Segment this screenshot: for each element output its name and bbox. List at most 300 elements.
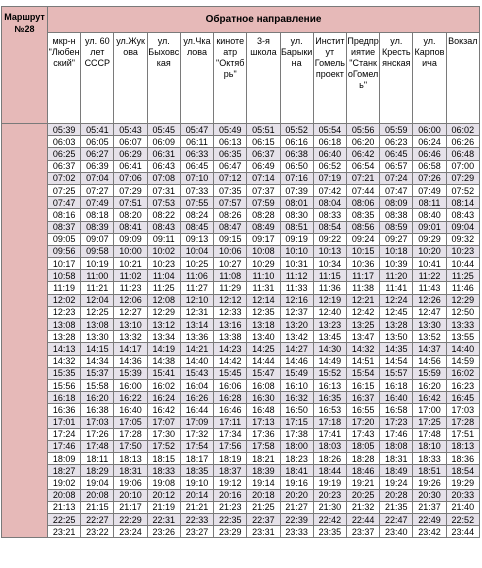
time-cell: 17:26 [81, 428, 114, 440]
time-cell: 11:41 [380, 282, 413, 294]
time-cell: 22:25 [48, 514, 81, 526]
time-cell: 18:46 [346, 465, 379, 477]
time-cell: 18:00 [280, 440, 313, 452]
time-cell: 22:47 [380, 514, 413, 526]
time-cell: 14:32 [346, 343, 379, 355]
time-cell: 07:04 [81, 172, 114, 184]
time-cell: 08:51 [280, 221, 313, 233]
time-cell: 16:28 [214, 392, 247, 404]
time-cell: 06:16 [280, 136, 313, 148]
time-cell: 06:24 [413, 136, 446, 148]
time-cell: 06:42 [346, 148, 379, 160]
time-cell: 08:43 [147, 221, 180, 233]
time-cell: 06:29 [114, 148, 147, 160]
time-cell: 17:01 [48, 416, 81, 428]
time-cell: 06:09 [147, 136, 180, 148]
time-cell: 18:09 [48, 453, 81, 465]
time-cell: 13:25 [346, 319, 379, 331]
time-cell: 08:04 [313, 197, 346, 209]
time-cell: 15:47 [247, 367, 280, 379]
time-cell: 23:27 [180, 526, 213, 538]
time-cell: 13:36 [180, 331, 213, 343]
time-cell: 06:18 [313, 136, 346, 148]
stop-header: кинотеатр "Октябрь" [214, 33, 247, 124]
time-cell: 17:58 [247, 440, 280, 452]
time-cell: 09:22 [313, 233, 346, 245]
time-cell: 10:31 [280, 258, 313, 270]
time-cell: 21:17 [114, 501, 147, 513]
stop-header: ул. Крестьянская [380, 33, 413, 124]
time-cell: 06:33 [180, 148, 213, 160]
time-cell: 06:40 [313, 148, 346, 160]
time-cell: 07:31 [147, 184, 180, 196]
time-cell: 14:46 [280, 355, 313, 367]
stop-header: ул.Чкалова [180, 33, 213, 124]
time-cell: 06:54 [346, 160, 379, 172]
time-cell: 15:54 [346, 367, 379, 379]
time-cell: 12:29 [147, 306, 180, 318]
time-cell: 07:49 [413, 184, 446, 196]
time-cell: 20:16 [214, 489, 247, 501]
time-cell: 17:18 [313, 416, 346, 428]
time-cell: 06:15 [247, 136, 280, 148]
time-cell: 07:02 [48, 172, 81, 184]
time-cell: 07:53 [147, 197, 180, 209]
time-cell: 07:14 [247, 172, 280, 184]
time-cell: 14:25 [247, 343, 280, 355]
time-cell: 11:25 [446, 270, 479, 282]
time-cell: 12:45 [380, 306, 413, 318]
time-cell: 12:08 [147, 294, 180, 306]
time-cell: 13:52 [413, 331, 446, 343]
time-cell: 06:37 [247, 148, 280, 160]
time-cell: 11:22 [413, 270, 446, 282]
time-cell: 10:39 [380, 258, 413, 270]
time-cell: 07:00 [446, 160, 479, 172]
time-cell: 19:29 [446, 477, 479, 489]
time-cell: 15:35 [48, 367, 81, 379]
time-cell: 16:46 [214, 404, 247, 416]
time-cell: 18:13 [114, 453, 147, 465]
time-row [2, 331, 480, 343]
time-cell: 13:30 [413, 319, 446, 331]
time-row [2, 404, 480, 416]
time-cell: 23:22 [81, 526, 114, 538]
time-row [2, 233, 480, 245]
time-cell: 17:03 [81, 416, 114, 428]
time-row [2, 367, 480, 379]
time-cell: 08:28 [247, 209, 280, 221]
time-cell: 07:35 [214, 184, 247, 196]
time-cell: 19:10 [180, 477, 213, 489]
time-cell: 05:47 [180, 124, 213, 136]
time-cell: 17:28 [114, 428, 147, 440]
time-cell: 13:10 [114, 319, 147, 331]
time-cell: 18:29 [81, 465, 114, 477]
time-cell: 06:27 [81, 148, 114, 160]
time-cell: 11:20 [380, 270, 413, 282]
time-cell: 10:23 [147, 258, 180, 270]
time-row [2, 258, 480, 270]
time-cell: 09:19 [280, 233, 313, 245]
time-cell: 22:52 [446, 514, 479, 526]
time-cell: 08:43 [446, 209, 479, 221]
time-row [2, 501, 480, 513]
time-cell: 05:43 [114, 124, 147, 136]
time-cell: 21:40 [446, 501, 479, 513]
time-cell: 18:33 [147, 465, 180, 477]
time-cell: 22:35 [214, 514, 247, 526]
time-cell: 07:59 [247, 197, 280, 209]
time-cell: 08:09 [380, 197, 413, 209]
time-cell: 10:29 [247, 258, 280, 270]
time-cell: 07:57 [214, 197, 247, 209]
time-cell: 23:44 [446, 526, 479, 538]
time-cell: 17:50 [114, 440, 147, 452]
time-cell: 19:02 [48, 477, 81, 489]
time-cell: 13:18 [247, 319, 280, 331]
time-cell: 06:45 [180, 160, 213, 172]
time-row [2, 270, 480, 282]
time-cell: 23:37 [346, 526, 379, 538]
time-cell: 18:54 [446, 465, 479, 477]
time-cell: 15:58 [81, 379, 114, 391]
time-cell: 06:23 [380, 136, 413, 148]
time-cell: 05:52 [280, 124, 313, 136]
time-cell: 12:16 [280, 294, 313, 306]
time-cell: 10:44 [446, 258, 479, 270]
time-cell: 12:50 [446, 306, 479, 318]
time-cell: 08:30 [280, 209, 313, 221]
stops-row [2, 33, 480, 124]
time-cell: 17:15 [280, 416, 313, 428]
time-cell: 15:49 [280, 367, 313, 379]
time-cell: 11:27 [180, 282, 213, 294]
time-cell: 15:57 [380, 367, 413, 379]
time-cell: 12:14 [247, 294, 280, 306]
time-cell: 06:11 [180, 136, 213, 148]
time-row [2, 184, 480, 196]
time-cell: 18:27 [48, 465, 81, 477]
time-cell: 23:31 [247, 526, 280, 538]
stop-header: ул.Жукова [114, 33, 147, 124]
time-cell: 14:19 [147, 343, 180, 355]
time-cell: 20:28 [380, 489, 413, 501]
time-cell: 13:20 [280, 319, 313, 331]
time-cell: 10:02 [147, 245, 180, 257]
time-cell: 08:39 [81, 221, 114, 233]
time-cell: 17:00 [413, 404, 446, 416]
time-cell: 06:47 [214, 160, 247, 172]
stop-header: ул. Карповича [413, 33, 446, 124]
time-cell: 15:41 [147, 367, 180, 379]
time-cell: 19:16 [280, 477, 313, 489]
time-cell: 14:59 [446, 355, 479, 367]
time-cell: 08:16 [48, 209, 81, 221]
time-cell: 17:48 [81, 440, 114, 452]
time-cell: 06:46 [413, 148, 446, 160]
time-cell: 20:30 [413, 489, 446, 501]
time-cell: 17:43 [346, 428, 379, 440]
time-cell: 18:13 [446, 440, 479, 452]
time-cell: 13:08 [81, 319, 114, 331]
time-cell: 09:24 [346, 233, 379, 245]
time-cell: 23:35 [313, 526, 346, 538]
time-cell: 17:20 [346, 416, 379, 428]
time-cell: 09:17 [247, 233, 280, 245]
time-cell: 14:34 [81, 355, 114, 367]
time-cell: 05:51 [247, 124, 280, 136]
time-cell: 12:10 [180, 294, 213, 306]
time-cell: 07:29 [446, 172, 479, 184]
time-cell: 18:21 [247, 453, 280, 465]
time-cell: 12:42 [346, 306, 379, 318]
time-row [2, 514, 480, 526]
time-cell: 07:25 [48, 184, 81, 196]
time-cell: 06:41 [114, 160, 147, 172]
time-row [2, 136, 480, 148]
time-cell: 21:27 [280, 501, 313, 513]
time-cell: 06:07 [114, 136, 147, 148]
time-cell: 11:38 [346, 282, 379, 294]
time-cell: 07:39 [280, 184, 313, 196]
time-cell: 16:30 [247, 392, 280, 404]
stop-header: ул. Быховская [147, 33, 180, 124]
time-row [2, 440, 480, 452]
time-cell: 18:31 [114, 465, 147, 477]
time-cell: 11:36 [313, 282, 346, 294]
time-cell: 11:10 [247, 270, 280, 282]
time-cell: 14:32 [48, 355, 81, 367]
time-cell: 17:03 [446, 404, 479, 416]
time-cell: 21:23 [214, 501, 247, 513]
time-cell: 11:46 [446, 282, 479, 294]
time-cell: 06:05 [81, 136, 114, 148]
time-cell: 23:24 [114, 526, 147, 538]
time-cell: 16:13 [313, 379, 346, 391]
time-cell: 06:00 [413, 124, 446, 136]
time-cell: 05:56 [346, 124, 379, 136]
time-cell: 07:49 [81, 197, 114, 209]
time-cell: 22:39 [280, 514, 313, 526]
time-cell: 06:02 [446, 124, 479, 136]
time-cell: 21:35 [380, 501, 413, 513]
time-row [2, 489, 480, 501]
time-cell: 13:08 [48, 319, 81, 331]
time-cell: 07:21 [346, 172, 379, 184]
time-cell: 17:09 [180, 416, 213, 428]
time-cell: 17:51 [446, 428, 479, 440]
time-cell: 10:21 [114, 258, 147, 270]
time-cell: 13:47 [346, 331, 379, 343]
time-cell: 20:08 [48, 489, 81, 501]
time-cell: 17:07 [147, 416, 180, 428]
time-cell: 21:15 [81, 501, 114, 513]
time-cell: 18:08 [380, 440, 413, 452]
time-cell: 18:10 [413, 440, 446, 452]
time-cell: 18:36 [446, 453, 479, 465]
time-cell: 16:40 [114, 404, 147, 416]
time-row [2, 306, 480, 318]
time-cell: 08:41 [114, 221, 147, 233]
time-cell: 23:42 [413, 526, 446, 538]
time-cell: 16:00 [114, 379, 147, 391]
time-cell: 22:29 [114, 514, 147, 526]
time-cell: 11:29 [214, 282, 247, 294]
time-cell: 08:20 [114, 209, 147, 221]
time-cell: 16:20 [413, 379, 446, 391]
time-cell: 10:34 [313, 258, 346, 270]
time-cell: 13:34 [147, 331, 180, 343]
time-row [2, 124, 480, 136]
time-cell: 14:56 [413, 355, 446, 367]
time-cell: 17:28 [446, 416, 479, 428]
time-cell: 09:11 [147, 233, 180, 245]
time-cell: 16:42 [413, 392, 446, 404]
time-cell: 22:27 [81, 514, 114, 526]
time-cell: 23:21 [48, 526, 81, 538]
time-row [2, 148, 480, 160]
time-cell: 10:10 [280, 245, 313, 257]
time-cell: 13:45 [313, 331, 346, 343]
route-label: Маршрут №28 [2, 7, 48, 124]
time-cell: 11:21 [81, 282, 114, 294]
time-cell: 16:15 [346, 379, 379, 391]
time-cell: 11:31 [247, 282, 280, 294]
time-cell: 16:37 [346, 392, 379, 404]
time-cell: 10:25 [180, 258, 213, 270]
time-cell: 23:40 [380, 526, 413, 538]
time-cell: 22:33 [180, 514, 213, 526]
time-row [2, 355, 480, 367]
time-row [2, 319, 480, 331]
time-cell: 06:52 [313, 160, 346, 172]
time-cell: 10:06 [214, 245, 247, 257]
time-cell: 16:02 [446, 367, 479, 379]
time-cell: 12:25 [81, 306, 114, 318]
time-cell: 07:52 [446, 184, 479, 196]
time-cell: 12:47 [413, 306, 446, 318]
time-cell: 20:14 [180, 489, 213, 501]
time-cell: 08:40 [413, 209, 446, 221]
time-cell: 15:59 [413, 367, 446, 379]
time-cell: 10:08 [247, 245, 280, 257]
time-cell: 12:24 [380, 294, 413, 306]
time-cell: 18:03 [313, 440, 346, 452]
time-cell: 17:46 [48, 440, 81, 452]
time-cell: 15:45 [214, 367, 247, 379]
time-cell: 05:41 [81, 124, 114, 136]
time-cell: 07:44 [346, 184, 379, 196]
time-cell: 16:04 [180, 379, 213, 391]
time-cell: 17:34 [214, 428, 247, 440]
time-cell: 16:02 [147, 379, 180, 391]
time-cell: 13:55 [446, 331, 479, 343]
time-cell: 16:26 [180, 392, 213, 404]
time-cell: 11:00 [81, 270, 114, 282]
time-row [2, 392, 480, 404]
time-row [2, 465, 480, 477]
time-cell: 14:49 [313, 355, 346, 367]
time-cell: 10:15 [346, 245, 379, 257]
time-cell: 18:39 [247, 465, 280, 477]
time-cell: 16:44 [180, 404, 213, 416]
time-cell: 10:18 [380, 245, 413, 257]
time-cell: 16:10 [280, 379, 313, 391]
time-cell: 13:40 [247, 331, 280, 343]
time-cell: 20:20 [280, 489, 313, 501]
time-cell: 14:27 [280, 343, 313, 355]
time-cell: 07:12 [214, 172, 247, 184]
time-cell: 06:57 [380, 160, 413, 172]
time-cell: 05:39 [48, 124, 81, 136]
stop-header: мкр-н "Любенский" [48, 33, 81, 124]
time-cell: 18:41 [280, 465, 313, 477]
time-cell: 06:48 [446, 148, 479, 160]
time-cell: 17:54 [180, 440, 213, 452]
time-cell: 11:23 [114, 282, 147, 294]
time-cell: 18:15 [147, 453, 180, 465]
time-cell: 08:18 [81, 209, 114, 221]
time-cell: 14:13 [48, 343, 81, 355]
time-cell: 08:49 [247, 221, 280, 233]
time-cell: 16:32 [280, 392, 313, 404]
time-cell: 22:31 [147, 514, 180, 526]
time-cell: 16:23 [446, 379, 479, 391]
time-cell: 06:20 [346, 136, 379, 148]
time-cell: 08:45 [180, 221, 213, 233]
time-row [2, 160, 480, 172]
time-cell: 10:23 [446, 245, 479, 257]
time-cell: 18:26 [313, 453, 346, 465]
time-cell: 16:50 [280, 404, 313, 416]
time-cell: 10:36 [346, 258, 379, 270]
time-cell: 16:48 [247, 404, 280, 416]
time-cell: 19:14 [247, 477, 280, 489]
time-cell: 19:24 [380, 477, 413, 489]
time-cell: 17:56 [214, 440, 247, 452]
time-cell: 09:56 [48, 245, 81, 257]
time-row [2, 416, 480, 428]
time-cell: 19:19 [313, 477, 346, 489]
time-cell: 07:24 [380, 172, 413, 184]
time-cell: 07:27 [81, 184, 114, 196]
time-cell: 16:08 [247, 379, 280, 391]
time-cell: 06:26 [446, 136, 479, 148]
time-cell: 22:37 [247, 514, 280, 526]
time-cell: 18:31 [380, 453, 413, 465]
time-cell: 07:19 [313, 172, 346, 184]
time-cell: 18:28 [346, 453, 379, 465]
time-cell: 12:02 [48, 294, 81, 306]
time-cell: 17:25 [413, 416, 446, 428]
time-cell: 18:37 [214, 465, 247, 477]
time-cell: 11:06 [180, 270, 213, 282]
time-cell: 09:58 [81, 245, 114, 257]
time-cell: 14:30 [313, 343, 346, 355]
stop-header: Вокзал [446, 33, 479, 124]
time-cell: 10:04 [180, 245, 213, 257]
time-cell: 06:58 [413, 160, 446, 172]
time-cell: 21:19 [147, 501, 180, 513]
time-cell: 08:33 [313, 209, 346, 221]
time-row [2, 477, 480, 489]
time-cell: 17:23 [380, 416, 413, 428]
time-cell: 22:42 [313, 514, 346, 526]
time-cell: 21:32 [346, 501, 379, 513]
time-cell: 08:54 [313, 221, 346, 233]
time-cell: 16:24 [147, 392, 180, 404]
